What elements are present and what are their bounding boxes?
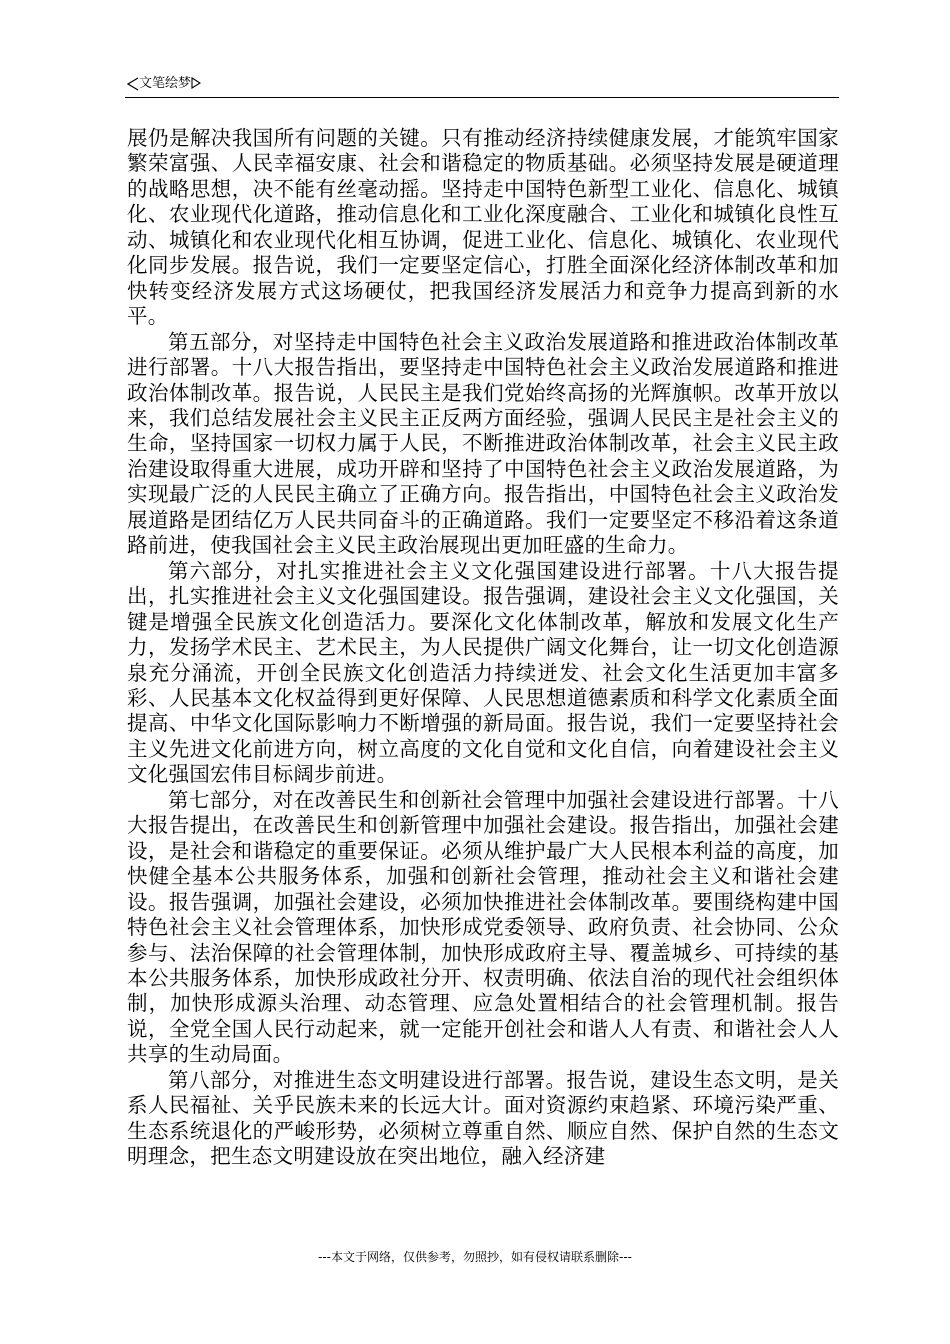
paragraph-1: 展仍是解决我国所有问题的关键。只有推动经济持续健康发展，才能筑牢国家繁荣富强、人民幸福安康、社会和谐稳定的物质基础。必须坚持发展是硬道理的战略思想，决不能有丝毫动摇。坚持走中国特色新型工业化、信息化、城镇化、农业现代化道路，推动信息化和工业化深度融合、工业化和城镇化良性互动、城镇化和农业现代化相互协调，促进工业化、信息化、城镇化、农业现代化同步发展。报告说，我们一定要坚定信心，打胜全面深化经济体制改革和加快转变经济发展方式这场硬仗，把我国经济发展活力和竞争力提高到新的水平。 [127,126,839,329]
paragraph-4: 第七部分，对在改善民生和创新社会管理中加强社会建设进行部署。十八大报告提出，在改善民生和创新管理中加强社会建设。报告指出，加强社会建设，是社会和谐稳定的重要保证。必须从维护最广大人民根本利益的高度，加快健全基本公共服务体系，加强和创新社会管理，推动社会主义和谐社会建设。报告强调，加强社会建设，必须加快推进社会体制改革。要围绕构建中国特色社会主义社会管理体系，加快形成党委领导、政府负责、社会协同、公众参与、法治保障的社会管理体制，加快形成政府主导、覆盖城乡、可持续的基本公共服务体系，加快形成政社分开、权责明确、依法自治的现代社会组织体制，加快形成源头治理、动态管理、应急处置相结合的社会管理机制。报告说，全党全国人民行动起来，就一定能开创社会和谐人人有责、和谐社会人人共享的生动局面。 [127,787,839,1067]
brand-name: 文笔绘梦 [139,76,192,91]
page-header [125,74,839,98]
header-brand [127,76,201,92]
document-body [127,126,839,1170]
page-footer-disclaimer: ---本文于网络，仅供参考，勿照抄，如有侵权请联系删除--- [318,1250,632,1264]
paragraph-3: 第六部分，对扎实推进社会主义文化强国建设进行部署。十八大报告提出，扎实推进社会主义文化强国建设。报告强调，建设社会主义文化强国，关键是增强全民族文化创造活力。要深化文化体制改革，解放和发展文化生产力，发扬学术民主、艺术民主，为人民提供广阔文化舞台，让一切文化创造源泉充分涌流，开创全民族文化创造活力持续迸发、社会文化生活更加丰富多彩、人民基本文化权益得到更好保障、人民思想道德素质和科学文化素质全面提高、中华文化国际影响力不断增强的新局面。报告说，我们一定要坚持社会主义先进文化前进方向，树立高度的文化自觉和文化自信，向着建设社会主义文化强国宏伟目标阔步前进。 [127,558,839,787]
left-triangle-icon [127,77,139,91]
right-triangle-icon [191,77,201,89]
paragraph-5: 第八部分，对推进生态文明建设进行部署。报告说，建设生态文明，是关系人民福祉、关乎民族未来的长远大计。面对资源约束趋紧、环境污染严重、生态系统退化的严峻形势，必须树立尊重自然、顺应自然、保护自然的生态文明理念，把生态文明建设放在突出地位，融入经济建 [127,1067,839,1169]
paragraph-2: 第五部分，对坚持走中国特色社会主义政治发展道路和推进政治体制改革进行部署。十八大报告指出，要坚持走中国特色社会主义政治发展道路和推进政治体制改革。报告说，人民民主是我们党始终高扬的光辉旗帜。改革开放以来，我们总结发展社会主义民主正反两方面经验，强调人民民主是社会主义的生命，坚持国家一切权力属于人民，不断推进政治体制改革，社会主义民主政治建设取得重大进展，成功开辟和坚持了中国特色社会主义政治发展道路，为实现最广泛的人民民主确立了正确方向。报告指出，中国特色社会主义政治发展道路是团结亿万人民共同奋斗的正确道路。我们一定要坚定不移沿着这条道路前进，使我国社会主义民主政治展现出更加旺盛的生命力。 [127,329,839,558]
